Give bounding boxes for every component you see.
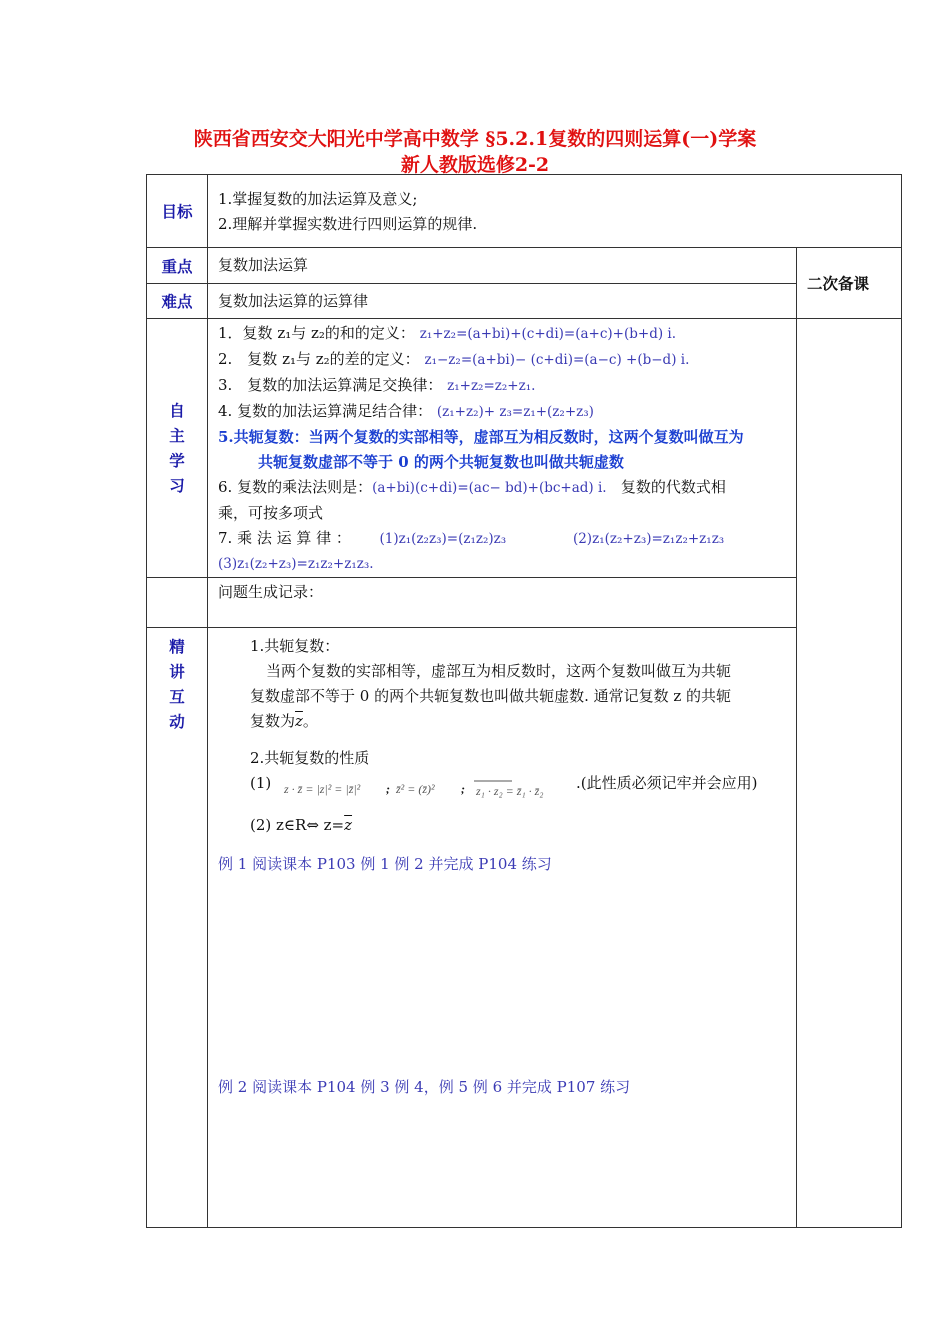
page-title: 陕西省西安交大阳光中学高中数学 §5.2.1复数的四则运算(一)学案 (193, 128, 757, 150)
key-text: 复数加法运算 (218, 256, 309, 274)
svg-text:z̄² = (z̄)²: z̄² = (z̄)² (396, 782, 435, 796)
lesson-table (146, 174, 902, 1228)
goal-item-2: 2.理解并掌握实数进行四则运算的规律. (218, 215, 478, 233)
key-label: 重点 (147, 248, 208, 284)
lecture-label: 精 讲 互 动 (147, 628, 208, 1228)
svg-text:;: ; (386, 782, 391, 796)
goal-item-1: 1.掌握复数的加法运算及意义; (218, 190, 418, 208)
svg-text:z · z̄ = |z|² = |z̄|²: z · z̄ = |z|² = |z̄|² (284, 782, 361, 796)
svg-text:;: ; (461, 782, 466, 796)
example-1: 例 1 阅读课本 P103 例 1 例 2 并完成 P104 练习 (218, 855, 552, 873)
page-subtitle: 新人教版选修2-2 (400, 154, 550, 176)
record-label: 问题生成记录： (218, 583, 324, 601)
self-study-label: 自 主 学 习 (147, 319, 208, 578)
example-2: 例 2 阅读课本 P104 例 3 例 4，例 5 例 6 并完成 P107 练习 (218, 1078, 631, 1096)
goal-label: 目标 (147, 175, 208, 248)
hard-label: 难点 (147, 284, 208, 319)
svg-text:z₁ · z₂ = z̄₁ · z̄₂: z₁ · z₂ = z̄₁ · z̄₂ (476, 784, 544, 798)
conjugate-property-formula (276, 771, 576, 801)
hard-text: 复数加法运算的运算律 (218, 291, 369, 310)
side-note: 二次备课 (797, 248, 902, 319)
lecture-content: 1.共轭复数： 当两个复数的实部相等，虚部互为相反数时，这两个复数叫做互为共轭 复数虚部不等于 0 的两个共轭复数也叫做共轭虚数. 通常记复数 z 的共轭 复数为$\overline{z}$。 2.共轭复数的性质 (1) z · z̄ = |z|² = |z̄|² ; z̄² = (z̄)² ; z₁ · z₂ = z̄₁ · z̄₂ .(此性质必须记牢并会应用) (2) z∈R⇔ $z=\overline{z}$ 例 1 阅读课本 P103 例 1 例 2 并完成 P104 练习 例 2 阅读课本 P104 例 3 例 4，例 5 例 6 并完成 P107 练习 (208, 628, 797, 1228)
self-study-content: 1．复数 z₁与 z₂的和的定义： z₁+z₂=(a+bi)+(c+di)=(a+c)+(b+d) i. 2. 复数 z₁与 z₂的差的定义： z₁−z₂=(a+bi)− (c+di)=(a−c) +(b−d) i. 3. 复数的加法运算满足交换律： z₁+z₂=z₂+z₁. 4. 复数的加法运算满足结合律： (z₁+z₂)+ z₃=z₁+(z₂+z₃) 5.共轭复数：当两个复数的实部相等，虚部互为相反数时，这两个复数叫做互为 共轭复数虚部不等于 0 的两个共轭复数也叫做共轭虚数 6. 复数的乘法法则是：(a+bi)(c+di)=(ac− bd)+(bc+ad) i. 复数的代数式相 乘，可按多项式 7. 乘 法 运 算 律 ： (1)z₁(z₂z₃)=(z₁z₂)z₃ (2)z₁(z₂+z₃)=z₁z₂+z₁z₃ (3)z₁(z₂+z₃)=z₁z₂+z₁z₃. (208, 319, 797, 578)
